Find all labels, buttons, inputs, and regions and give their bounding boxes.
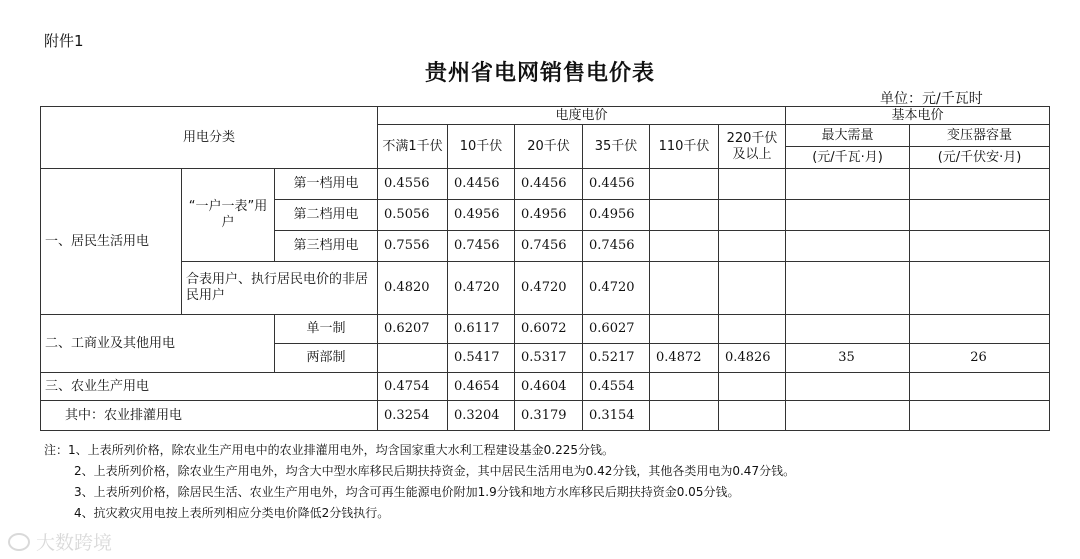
note-line: 4、抗灾救灾用电按上表所列相应分类电价降低2分钱执行。 bbox=[74, 506, 390, 520]
residential-label: 一、居民生活用电 bbox=[41, 169, 182, 315]
tier-label: 第一档用电 bbox=[275, 169, 378, 200]
empty-cell bbox=[719, 373, 786, 401]
price-cell: 0.6207 bbox=[378, 315, 448, 344]
price-cell: 0.3254 bbox=[378, 401, 448, 431]
notes bbox=[44, 440, 1044, 524]
price-cell: 0.4826 bbox=[719, 344, 786, 373]
empty-cell bbox=[650, 169, 719, 200]
empty-cell bbox=[719, 200, 786, 231]
empty-cell bbox=[910, 169, 1050, 200]
empty-cell bbox=[650, 315, 719, 344]
agriculture-label: 三、农业生产用电 bbox=[41, 373, 378, 401]
price-cell: 0.4456 bbox=[583, 169, 650, 200]
price-cell: 0.4820 bbox=[378, 262, 448, 315]
table-row bbox=[41, 315, 1050, 344]
table-row bbox=[41, 262, 1050, 315]
level-header: 35千伏 bbox=[583, 125, 650, 169]
one-meter-label: “一户一表”用户 bbox=[182, 169, 275, 262]
level-header: 不满1千伏 bbox=[378, 125, 448, 169]
basic-price-header: 基本电价 bbox=[786, 107, 1050, 125]
empty-cell bbox=[786, 169, 910, 200]
empty-cell bbox=[786, 373, 910, 401]
watermark-text: 大数跨境 bbox=[36, 532, 113, 554]
irrigation-label: 其中：农业排灌用电 bbox=[41, 401, 378, 431]
price-cell: 0.4956 bbox=[448, 200, 515, 231]
empty-cell bbox=[786, 262, 910, 315]
price-cell: 0.4754 bbox=[378, 373, 448, 401]
price-cell: 0.4654 bbox=[448, 373, 515, 401]
price-cell: 0.4720 bbox=[515, 262, 583, 315]
table-row bbox=[41, 373, 1050, 401]
attachment-label: 附件1 bbox=[44, 32, 84, 50]
empty-cell bbox=[650, 231, 719, 262]
empty-cell bbox=[650, 401, 719, 431]
empty-cell bbox=[910, 231, 1050, 262]
table-row bbox=[41, 169, 1050, 200]
price-cell: 0.6027 bbox=[583, 315, 650, 344]
price-cell: 0.7456 bbox=[448, 231, 515, 262]
level-header: 20千伏 bbox=[515, 125, 583, 169]
level-header: 220千伏及以上 bbox=[719, 125, 786, 169]
max-demand-value: 35 bbox=[786, 344, 910, 373]
price-cell: 0.4956 bbox=[515, 200, 583, 231]
page-title: 贵州省电网销售电价表 bbox=[424, 61, 655, 86]
price-cell: 0.5417 bbox=[448, 344, 515, 373]
watermark bbox=[8, 528, 112, 555]
empty-cell bbox=[910, 200, 1050, 231]
empty-cell bbox=[719, 262, 786, 315]
price-cell: 0.4872 bbox=[650, 344, 719, 373]
empty-cell bbox=[719, 169, 786, 200]
note-line: 注：1、上表所列价格，除农业生产用电中的农业排灌用电外，均含国家重大水利工程建设基金0.225分钱。 bbox=[44, 443, 614, 457]
price-cell: 0.3204 bbox=[448, 401, 515, 431]
empty-cell bbox=[378, 344, 448, 373]
tier-label: 第三档用电 bbox=[275, 231, 378, 262]
category-header: 用电分类 bbox=[41, 107, 378, 169]
empty-cell bbox=[910, 401, 1050, 431]
price-cell: 0.7556 bbox=[378, 231, 448, 262]
price-cell: 0.4604 bbox=[515, 373, 583, 401]
empty-cell bbox=[719, 231, 786, 262]
unit-label: 单位：元/千瓦时 bbox=[880, 91, 983, 107]
empty-cell bbox=[786, 315, 910, 344]
transformer-value: 26 bbox=[910, 344, 1050, 373]
price-cell: 0.6117 bbox=[448, 315, 515, 344]
tier-label: 第二档用电 bbox=[275, 200, 378, 231]
empty-cell bbox=[650, 262, 719, 315]
empty-cell bbox=[910, 315, 1050, 344]
max-demand-unit: (元/千瓦·月) bbox=[786, 147, 910, 169]
price-cell: 0.7456 bbox=[515, 231, 583, 262]
level-header: 110千伏 bbox=[650, 125, 719, 169]
price-cell: 0.5317 bbox=[515, 344, 583, 373]
price-table bbox=[40, 106, 1050, 431]
max-demand-header: 最大需量 bbox=[786, 125, 910, 147]
price-cell: 0.7456 bbox=[583, 231, 650, 262]
industry-label: 二、工商业及其他用电 bbox=[41, 315, 275, 373]
transformer-unit: (元/千伏安·月) bbox=[910, 147, 1050, 169]
note-line: 2、上表所列价格，除农业生产用电外，均含大中型水库移民后期扶持资金，其中居民生活用电为0.42分钱，其他各类用电为0.47分钱。 bbox=[74, 464, 796, 478]
price-cell: 0.4956 bbox=[583, 200, 650, 231]
price-cell: 0.5056 bbox=[378, 200, 448, 231]
empty-cell bbox=[650, 373, 719, 401]
empty-cell bbox=[786, 231, 910, 262]
price-cell: 0.4456 bbox=[448, 169, 515, 200]
empty-cell bbox=[650, 200, 719, 231]
transformer-header: 变压器容量 bbox=[910, 125, 1050, 147]
empty-cell bbox=[786, 401, 910, 431]
single-rate-label: 单一制 bbox=[275, 315, 378, 344]
price-cell: 0.3154 bbox=[583, 401, 650, 431]
price-cell: 0.4720 bbox=[448, 262, 515, 315]
note-line: 3、上表所列价格，除居民生活、农业生产用电外，均含可再生能源电价附加1.9分钱和地方水库移民后期扶持资金0.05分钱。 bbox=[74, 485, 740, 499]
table-row bbox=[41, 401, 1050, 431]
empty-cell bbox=[910, 373, 1050, 401]
two-part-label: 两部制 bbox=[275, 344, 378, 373]
empty-cell bbox=[719, 315, 786, 344]
price-cell: 0.4554 bbox=[583, 373, 650, 401]
shared-meter-label: 合表用户、执行居民电价的非居民用户 bbox=[182, 262, 378, 315]
empty-cell bbox=[786, 200, 910, 231]
price-cell: 0.5217 bbox=[583, 344, 650, 373]
level-header: 10千伏 bbox=[448, 125, 515, 169]
header-row-1 bbox=[41, 107, 1050, 125]
empty-cell bbox=[719, 401, 786, 431]
price-cell: 0.4456 bbox=[515, 169, 583, 200]
empty-cell bbox=[910, 262, 1050, 315]
watermark-logo-icon bbox=[8, 533, 30, 551]
price-cell: 0.4556 bbox=[378, 169, 448, 200]
price-cell: 0.6072 bbox=[515, 315, 583, 344]
price-cell: 0.4720 bbox=[583, 262, 650, 315]
price-cell: 0.3179 bbox=[515, 401, 583, 431]
energy-price-header: 电度电价 bbox=[378, 107, 786, 125]
